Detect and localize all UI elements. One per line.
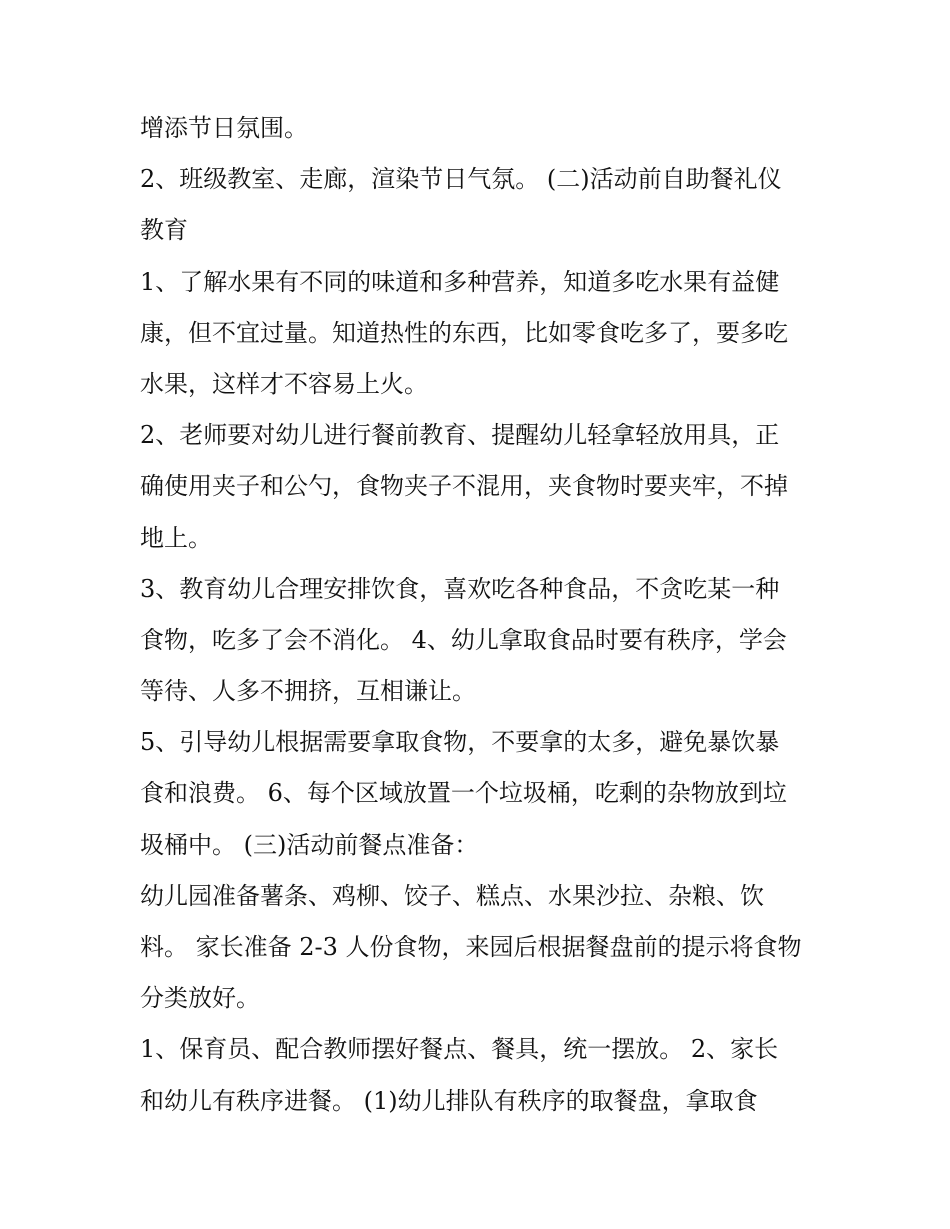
text-line: 2、班级教室、走廊，渲染节日气氛。 (二)活动前自助餐礼仪 bbox=[140, 165, 782, 194]
text-line: 1、保育员、配合教师摆好餐点、餐具，统一摆放。 2、家长 bbox=[140, 1035, 779, 1064]
text-line: 5、引导幼儿根据需要拿取食物，不要拿的太多，避免暴饮暴 bbox=[140, 728, 780, 757]
text-line: 等待、人多不拥挤，互相谦让。 bbox=[140, 677, 476, 706]
text-line: 1、了解水果有不同的味道和多种营养，知道多吃水果有益健 bbox=[140, 267, 780, 296]
text-line: 增添节日氛围。 bbox=[140, 114, 308, 142]
text-line: 地上。 bbox=[140, 523, 212, 552]
text-line: 食和浪费。 6、每个区域放置一个垃圾桶，吃剩的杂物放到垃 bbox=[140, 779, 787, 808]
text-line: 2、老师要对幼儿进行餐前教育、提醒幼儿轻拿轻放用具，正 bbox=[140, 421, 780, 450]
text-line: 确使用夹子和公勺，食物夹子不混用，夹食物时要夹牢，不掉 bbox=[140, 472, 788, 501]
text-line: 3、教育幼儿合理安排饮食，喜欢吃各种食品，不贪吃某一种 bbox=[140, 574, 780, 603]
text-line: 和幼儿有秩序进餐。 (1)幼儿排队有秩序的取餐盘，拿取食 bbox=[140, 1086, 758, 1115]
text-line: 康，但不宜过量。知道热性的东西，比如零食吃多了，要多吃 bbox=[140, 318, 788, 347]
text-line: 教育 bbox=[140, 216, 188, 245]
document-body bbox=[140, 103, 830, 1127]
text-line: 幼儿园准备薯条、鸡柳、饺子、糕点、水果沙拉、杂粮、饮 bbox=[140, 881, 764, 910]
text-line: 料。 家长准备 2-3 人份食物，来园后根据餐盘前的提示将食物 bbox=[140, 933, 802, 961]
text-line: 食物，吃多了会不消化。 4、幼儿拿取食品时要有秩序，学会 bbox=[140, 625, 787, 654]
text-line: 圾桶中。 (三)活动前餐点准备： bbox=[140, 830, 479, 859]
text-line: 水果，这样才不容易上火。 bbox=[140, 369, 428, 398]
text-line: 分类放好。 bbox=[140, 984, 260, 1013]
